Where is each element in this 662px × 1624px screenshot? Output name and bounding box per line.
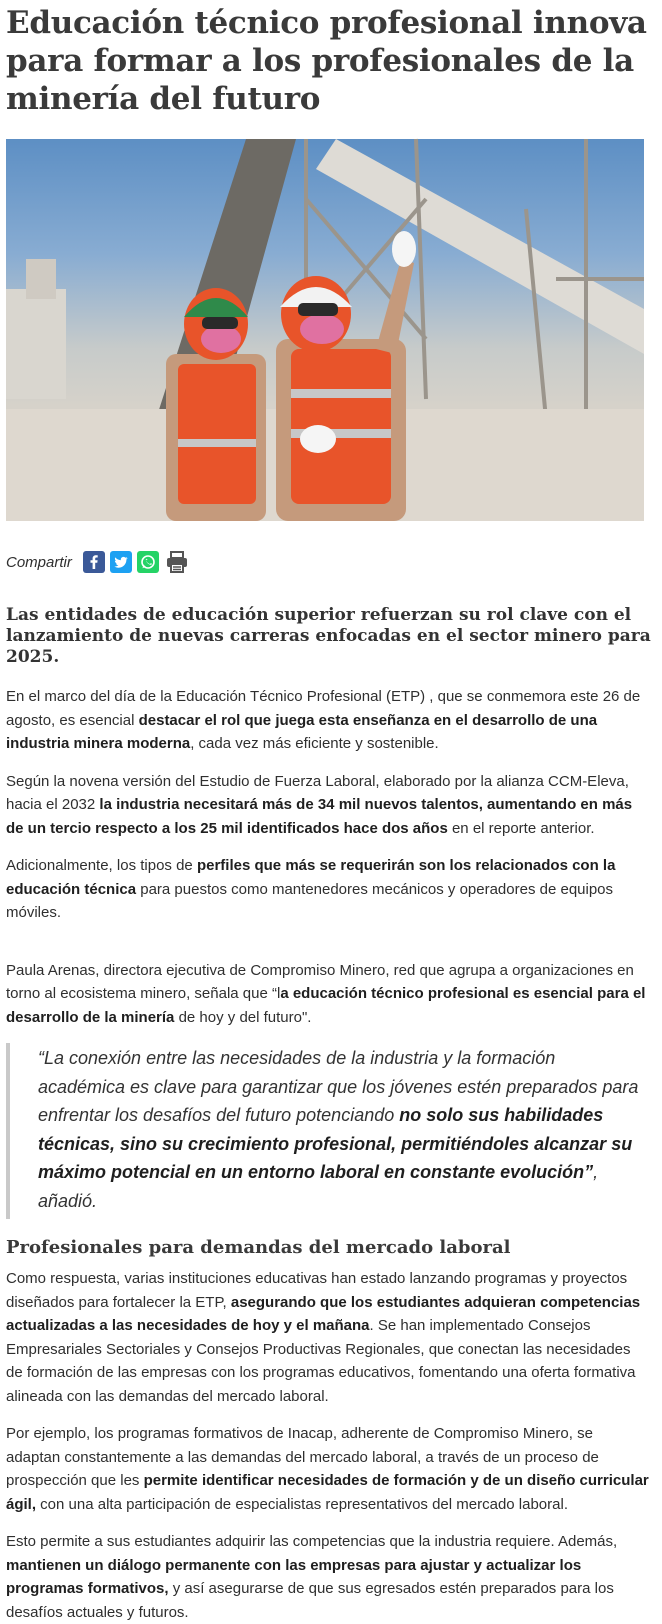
- p5-bold: asegurando que los estudiantes adquieran competencias actualizadas a las necesidades de hoy y el mañana: [6, 1293, 641, 1334]
- quote-text-a: “La conexión entre las necesidades de la industria y la formación académica es clave para garantizar que los jóvenes estén preparados para enfrentar los desafíos del futuro potenciando: [38, 1048, 639, 1125]
- p5-text-a: Como respuesta, varias instituciones educativas han estado lanzando programas y proyectos diseñados para fortalecer la ETP,: [6, 1270, 628, 1311]
- p1-text-c: , cada vez más eficiente y sostenible.: [190, 735, 439, 752]
- facebook-icon[interactable]: [83, 551, 105, 573]
- p3-text-c: para puestos como mantenedores mecánicos y operadores de equipos móviles.: [6, 880, 614, 921]
- p4-bold: a educación técnico profesional es esencial para el desarrollo de la minería: [6, 985, 646, 1026]
- worker-right: [276, 231, 416, 521]
- paragraph-1: [6, 685, 651, 756]
- paragraph-5: [6, 1267, 651, 1408]
- p7-text-c: y así asegurarse de que sus egresados estén preparados para los desafíos actuales y futuros.: [6, 1580, 614, 1621]
- quote-bold: no solo sus habilidades técnicas, sino su crecimiento profesional, permitiéndoles alcanzar su máximo potencial en un entorno laboral en constante evolución”: [38, 1105, 633, 1182]
- paragraph-6: [6, 1422, 651, 1516]
- hero-image: [6, 139, 644, 521]
- p6-bold: permite identificar necesidades de formación y de un diseño curricular ágil,: [6, 1472, 649, 1513]
- p1-text-a: En el marco del día de la Educación Técnico Profesional (ETP) , que se conmemora este 26 de agosto, es esencial: [6, 688, 641, 729]
- p4-text-c: de hoy y del futuro".: [174, 1008, 312, 1026]
- silo-top: [26, 259, 56, 299]
- worker-left: [166, 288, 266, 521]
- paragraph-7: [6, 1530, 651, 1624]
- share-label: Compartir: [6, 553, 72, 571]
- p6-text-c: con una alta participación de especialistas representativos del mercado laboral.: [36, 1495, 568, 1513]
- article-lead: Las entidades de educación superior refuerzan su rol clave con el lanzamiento de nuevas carreras enfocadas en el sector minero para 2025.: [6, 605, 651, 667]
- p6-text-a: Por ejemplo, los programas formativos de Inacap, adherente de Compromiso Minero, se adaptan constantemente a las demandas del mercado laboral, a través de un proceso de prospección que les: [6, 1425, 599, 1489]
- twitter-icon[interactable]: [110, 551, 132, 573]
- p5-text-c: . Se han implementado Consejos Empresariales Sectoriales y Consejos Productivas Regionales, que conectan las necesidades de formación de las empresas con los programas educativos, fomentando una oferta formativa alineada con las demandas del mercado laboral.: [6, 1317, 636, 1405]
- p2-text-c: en el reporte anterior.: [447, 819, 595, 837]
- p1-bold: destacar el rol que juega esta enseñanza en el desarrollo de una industria minera moderna: [6, 711, 598, 752]
- p2-bold: la industria necesitará más de 34 mil nuevos talentos, aumentando en más de un tercio respecto a los 25 mil identificados hace dos años: [6, 796, 633, 837]
- mining-workers-illustration: [6, 139, 644, 521]
- whatsapp-icon[interactable]: [137, 551, 159, 573]
- p4-text-a: Paula Arenas, directora ejecutiva de Compromiso Minero, red que agrupa a organizaciones en torno al ecosistema minero, señala que “l: [6, 961, 634, 1002]
- p7-bold: mantienen un diálogo permanente con las empresas para ajustar y actualizar los programas formativos,: [6, 1556, 582, 1597]
- paragraph-3: [6, 854, 651, 925]
- p3-text-a: Adicionalmente, los tipos de: [6, 857, 197, 874]
- p2-text-a: Según la novena versión del Estudio de Fuerza Laboral, elaborado por la alianza CCM-Eleva, hacia el 2032: [6, 772, 629, 813]
- article-title: Educación técnico profesional innova para formar a los profesionales de la minería del futuro: [6, 5, 647, 117]
- p7-text-a: Esto permite a sus estudiantes adquirir las competencias que la industria requiere. Además,: [6, 1533, 618, 1550]
- share-bar: [6, 549, 656, 575]
- p3-bold: perfiles que más se requerirán son los relacionados con la educación técnica: [6, 857, 616, 898]
- paragraph-4: [6, 959, 651, 1030]
- pull-quote: [6, 1043, 642, 1219]
- section-heading: Profesionales para demandas del mercado laboral: [6, 1237, 511, 1258]
- quote-text-c: , añadió.: [38, 1162, 599, 1211]
- article: [0, 4, 662, 1621]
- print-icon[interactable]: [165, 550, 189, 574]
- conveyor-right: [316, 139, 644, 354]
- paragraph-2: [6, 770, 651, 841]
- silo: [6, 289, 66, 399]
